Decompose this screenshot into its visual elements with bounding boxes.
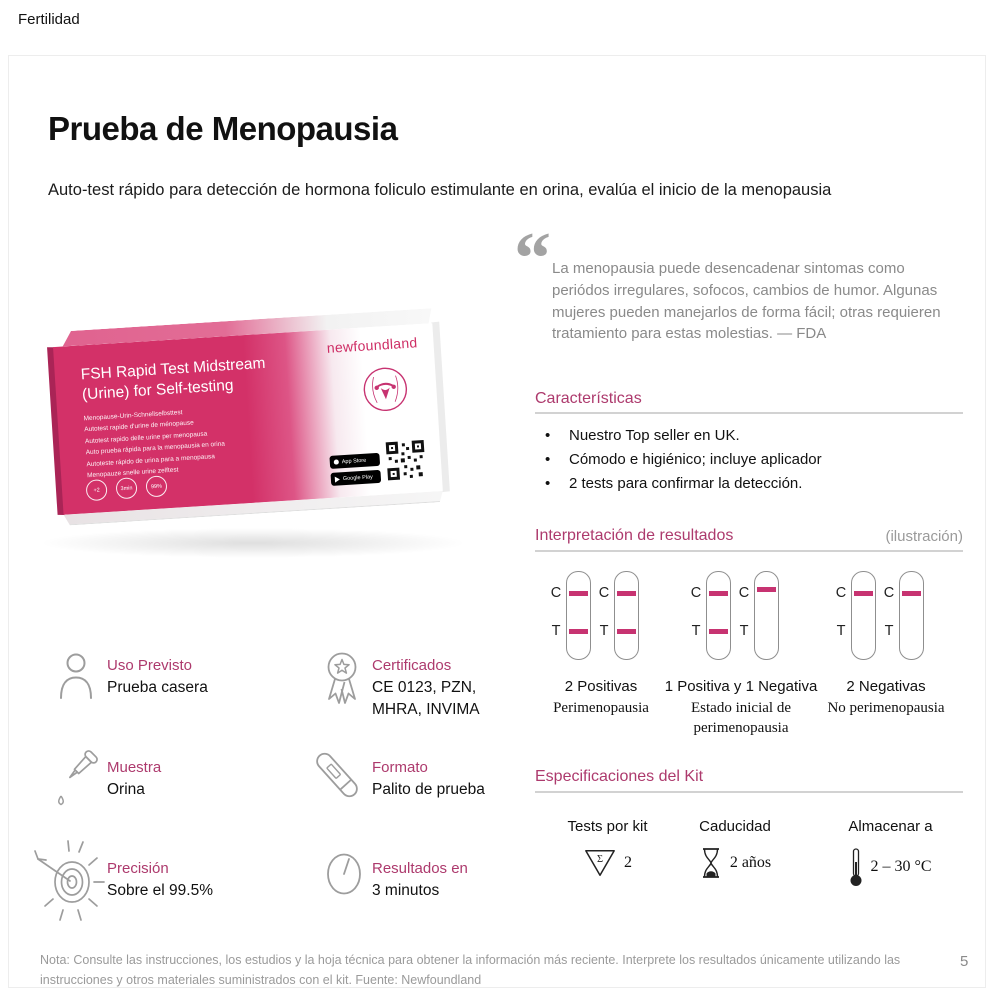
result-group-subtitle: Perimenopausia — [553, 700, 649, 716]
product-box-subline: Autotest rapide d'urine de ménopause — [84, 419, 194, 434]
result-group-title: 2 Positivas — [564, 678, 638, 695]
attribute-muestra — [107, 757, 161, 801]
attribute-certificados — [372, 655, 492, 721]
strip-label-t: T — [599, 623, 609, 639]
person-icon — [58, 652, 94, 699]
product-box-feature-circles — [85, 475, 167, 501]
product-box-title: FSH Rapid Test Midstream (Urine) for Self-testing — [80, 354, 266, 404]
attribute-value: Palito de prueba — [372, 781, 485, 798]
kit-spec-expiry — [675, 818, 795, 879]
uterus-icon — [361, 365, 410, 414]
attribute-label: Certificados — [372, 657, 452, 674]
divider — [535, 791, 963, 793]
strip-label-c: C — [883, 585, 895, 601]
target-icon — [34, 836, 110, 922]
strip-line-t — [569, 629, 588, 634]
category-label: Fertilidad — [18, 11, 80, 28]
app-store-badge-label: App Store — [341, 457, 367, 465]
result-group-title: 2 Negativas — [846, 678, 926, 695]
strip-line-c — [854, 591, 873, 596]
kit-spec-label: Almacenar a — [848, 818, 933, 835]
qr-code — [384, 438, 429, 483]
attribute-value: Sobre el 99.5% — [107, 882, 213, 899]
result-group-label — [806, 678, 966, 719]
strip-label-t: T — [884, 623, 894, 639]
strip-line-c — [709, 591, 728, 596]
strip-label-t: T — [739, 623, 749, 639]
attribute-label: Muestra — [107, 759, 162, 776]
product-box-subline: Menopauze snelle urine zelftest — [86, 466, 179, 480]
product-box-front-face — [53, 323, 443, 515]
kit-spec-value: 2 — [624, 854, 632, 871]
attribute-value: CE 0123, PZN, MHRA, INVIMA — [372, 679, 480, 718]
strip-line-c — [902, 591, 921, 596]
test-strip — [550, 571, 591, 663]
test-strip — [598, 571, 639, 663]
test-strip — [738, 571, 779, 663]
attribute-formato — [372, 757, 485, 801]
strip-line-c — [617, 591, 636, 596]
section-heading-interpretation: Interpretación de resultados — [535, 527, 734, 544]
result-group-label — [650, 678, 832, 739]
attribute-value: Orina — [107, 781, 145, 798]
test-stick-icon — [308, 748, 366, 802]
strip-label-t: T — [691, 623, 701, 639]
product-box-subline: Autotest rapido delle urine per menopausa — [84, 430, 208, 446]
product-box-sublines — [83, 405, 227, 482]
strip-label-c: C — [835, 585, 847, 601]
hourglass-icon — [699, 847, 723, 879]
test-strip — [883, 571, 924, 663]
result-strip-group-3 — [835, 571, 924, 663]
product-box-subline: Autoteste rápido de urina para a menopausa — [86, 452, 216, 468]
feature-circle: 3min — [115, 477, 137, 499]
attribute-value: Prueba casera — [107, 679, 208, 696]
clock-icon — [324, 850, 364, 898]
attribute-precision — [107, 858, 213, 902]
features-list — [535, 424, 965, 496]
strip-line-c — [757, 587, 776, 592]
apple-icon — [334, 459, 339, 464]
result-strip-group-1 — [550, 571, 639, 663]
strip-line-c — [569, 591, 588, 596]
attribute-label: Precisión — [107, 860, 169, 877]
brand-logo: newfoundland — [326, 334, 418, 356]
strip-label-c: C — [598, 585, 610, 601]
kit-spec-tests — [545, 818, 670, 879]
product-box-image — [52, 308, 444, 531]
section-heading-kit-specs: Especificaciones del Kit — [535, 768, 704, 785]
kit-spec-value: 2 – 30 °C — [870, 858, 932, 875]
result-group-subtitle: No perimenopausia — [827, 700, 945, 716]
dropper-icon — [52, 750, 102, 808]
page-title: Prueba de Menopausia — [48, 110, 398, 147]
attribute-label: Formato — [372, 759, 428, 776]
svg-text:Σ: Σ — [596, 854, 604, 866]
quote-text: La menopausia puede desencadenar sintomas como periódos irregulares, sofocos, cambios de humor. Algunas mujeres pueden manejarlos de forma fácil; otras requieren tratamiento para estas molestias. — FDA — [552, 260, 941, 343]
footer-note: Nota: Consulte las instrucciones, los estudios y la hoja técnica para obtener la información más reciente. Interprete los resultados únicamente utilizando las instrucciones y otros materiales suministrados con el kit. Fuente: Newfoundland — [40, 953, 901, 987]
kit-spec-storage — [828, 818, 953, 887]
quote-mark-icon: “ — [514, 218, 551, 300]
attribute-label: Uso Previsto — [107, 657, 193, 674]
google-play-badge-label: Google Play — [342, 473, 373, 482]
result-group-subtitle: Estado inicial de perimenopausia — [691, 700, 791, 736]
attribute-label: Resultados en — [372, 860, 468, 877]
product-box-subline: Auto prueba rápida para la menopausia en orina — [85, 440, 226, 457]
strip-label-c: C — [690, 585, 702, 601]
result-strip-group-2 — [690, 571, 779, 663]
strip-label-c: C — [738, 585, 750, 601]
feature-item: • Nuestro Top seller en UK. — [535, 424, 965, 448]
strip-label-t: T — [551, 623, 561, 639]
section-heading-features: Características — [535, 390, 642, 407]
strip-label-t: T — [836, 623, 846, 639]
page-subtitle: Auto-test rápido para detección de hormona foliculo estimulante en orina, evalúa el inicio de la menopausia — [48, 181, 832, 199]
play-icon — [335, 476, 340, 482]
app-store-badge — [329, 453, 380, 469]
attribute-value: 3 minutos — [372, 882, 440, 899]
feature-circle: +2 — [85, 479, 107, 501]
kit-spec-label: Tests por kit — [567, 818, 648, 835]
test-strip — [835, 571, 876, 663]
strip-label-c: C — [550, 585, 562, 601]
strip-line-t — [617, 629, 636, 634]
rosette-icon — [318, 648, 366, 710]
test-strip — [690, 571, 731, 663]
sigma-triangle-icon — [583, 847, 617, 879]
attribute-uso-previsto — [107, 655, 208, 699]
illustration-note: (ilustración) — [885, 528, 963, 545]
feature-item: • 2 tests para confirmar la detección. — [535, 472, 965, 496]
attribute-resultados — [372, 858, 468, 902]
strip-line-t — [709, 629, 728, 634]
google-play-badge — [330, 470, 381, 486]
kit-spec-value: 2 años — [729, 854, 772, 871]
kit-spec-label: Caducidad — [699, 818, 771, 835]
page-number: 5 — [960, 953, 969, 970]
divider — [535, 412, 963, 414]
feature-item: • Cómodo e higiénico; incluye aplicador — [535, 448, 965, 472]
product-box-subline: Menopause-Urin-Schnellselbsttest — [83, 409, 183, 423]
feature-circle: 99% — [145, 475, 167, 497]
result-group-title: 1 Positiva y 1 Negativa — [664, 678, 818, 695]
divider — [535, 550, 963, 552]
thermometer-icon — [849, 847, 863, 887]
product-box-shadow — [38, 528, 468, 558]
